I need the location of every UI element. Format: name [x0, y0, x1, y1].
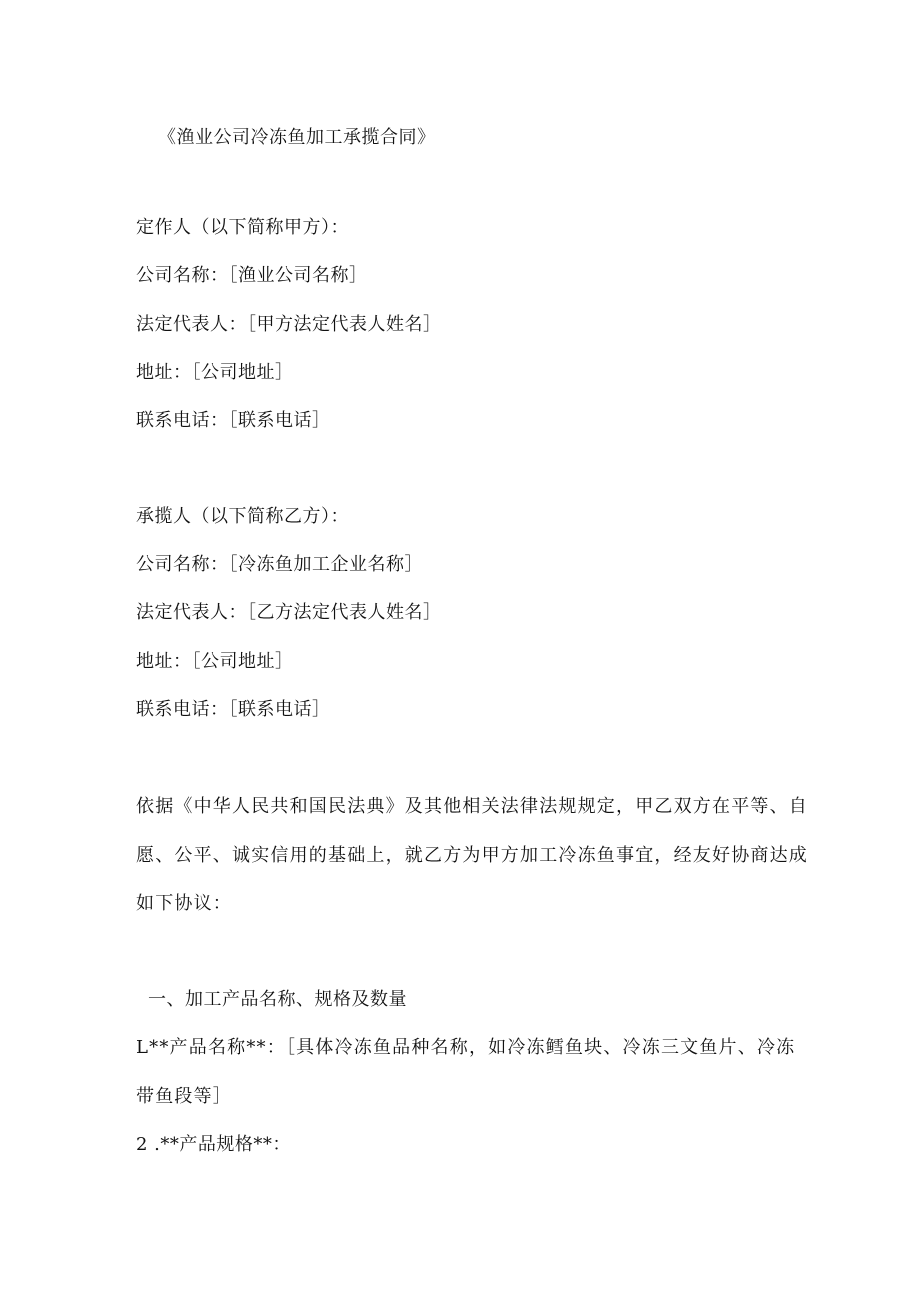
party-a-phone: 联系电话：［联系电话］ — [136, 410, 331, 431]
party-a-company: 公司名称：［渔业公司名称］ — [136, 265, 368, 286]
clause-product-name: L**产品名称**：［具体冷冻鱼品种名称，如冷冻鳕鱼块、冷冻三文鱼片、冷冻 — [136, 1037, 796, 1058]
party-a-heading: 定作人（以下简称甲方）： — [136, 217, 349, 238]
party-b-legal-rep: 法定代表人：［乙方法定代表人姓名］ — [136, 602, 442, 623]
party-b-heading: 承揽人（以下简称乙方）： — [136, 506, 349, 527]
party-b-phone: 联系电话：［联系电话］ — [136, 699, 331, 720]
clause-product-name-cont: 带鱼段等］ — [136, 1086, 232, 1107]
party-a-legal-rep: 法定代表人：［甲方法定代表人姓名］ — [136, 314, 442, 335]
clause-product-spec: 2 .**产品规格**： — [136, 1134, 291, 1155]
preamble-line: 愿、公平、诚实信用的基础上，就乙方为甲方加工冷冻鱼事宜，经友好协商达成 — [136, 845, 808, 866]
document-title: 《渔业公司冷冻鱼加工承揽合同》 — [158, 127, 436, 148]
section-heading: 一、加工产品名称、规格及数量 — [148, 989, 407, 1010]
preamble-line: 如下协议： — [136, 893, 232, 914]
preamble-line: 依据《中华人民共和国民法典》及其他相关法律法规规定，甲乙双方在平等、自 — [136, 796, 808, 817]
party-b-address: 地址：［公司地址］ — [136, 651, 294, 672]
party-b-company: 公司名称：［冷冻鱼加工企业名称］ — [136, 554, 423, 575]
party-a-address: 地址：［公司地址］ — [136, 362, 294, 383]
